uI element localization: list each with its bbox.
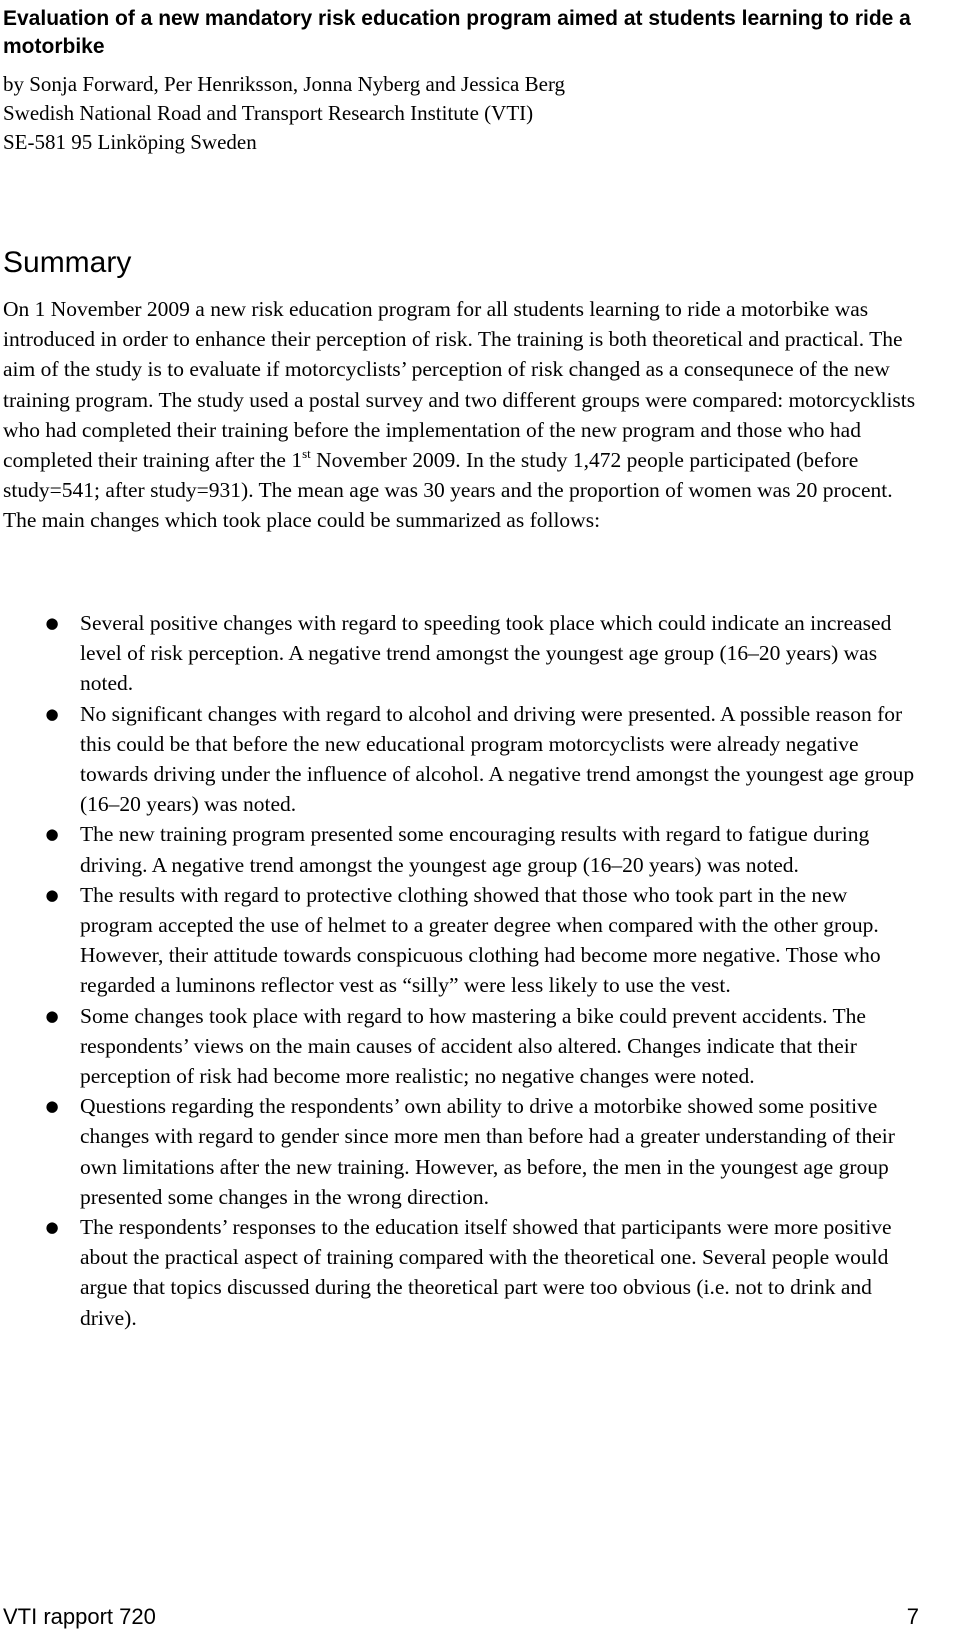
list-item-text: Some changes took place with regard to how mastering a bike could prevent accidents. The respondents’ views on the main causes of accident also altered. Changes indicate that their perception of risk had become more realistic; no negative changes were noted. [80, 1003, 866, 1089]
list-item [3, 880, 923, 1001]
list-item-text: The respondents’ responses to the education itself showed that participants were more positive about the practical aspect of training compared with the theoretical one. Several people would argue that topics discussed during the theoretical part were too obvious (i.e. not to drink and drive). [80, 1215, 892, 1330]
list-item [3, 1091, 923, 1212]
intro-text-part-1: On 1 November 2009 a new risk education program for all students learning to ride a motorbike was introduced in order to enhance their perception of risk. The training is both theoretical and practical. The aim of the study is to evaluate if motorcyclists’ perception of risk changed as a consequnece of the new training program. The study used a postal survey and two different groups were compared: motorcycklists who had completed their training before the implementation of the new program and those who had completed their training after the 1 [3, 297, 916, 473]
bullet-icon: ● [45, 704, 59, 723]
list-item [3, 608, 923, 699]
bullet-icon: ● [45, 885, 59, 904]
intro-text-part-2: November 2009. In the study 1,472 people participated (before study=541; after study=931). The mean age was 30 years and the proportion of women was 20 procent. The main changes which took place could be summarized as follows: [3, 448, 893, 533]
bullet-icon: ● [45, 614, 59, 632]
list-item-text: Several positive changes with regard to speeding took place which could indicate an increased level of risk perception. A negative trend amongst the youngest age group (16–20 years) was noted. [80, 611, 892, 696]
intro-superscript: st [302, 446, 311, 462]
list-item-text: No significant changes with regard to alcohol and driving were presented. A possible reason for this could be that before the new educational program motorcyclists were already negative towards driving under the influence of alcohol. A negative trend amongst the youngest age group (16–20 years) was noted. [80, 701, 915, 817]
bullet-icon: ● [45, 1006, 59, 1025]
list-item-text: The results with regard to protective clothing showed that those who took part in the new program accepted the use of helmet to a greater degree when compared with the other group. However, their attitude towards conspicuous clothing had become more negative. Those who regarded a luminons reflector vest as “silly” were less likely to use the vest. [80, 882, 881, 998]
bullet-icon: ● [45, 1097, 59, 1116]
findings-list [3, 608, 923, 1333]
bullet-icon: ● [45, 825, 59, 844]
document-title: Evaluation of a new mandatory risk education program aimed at students learning to ride a motorbike [3, 7, 911, 58]
author-block [3, 70, 918, 157]
report-label: VTI rapport 720 [3, 1604, 156, 1629]
summary-heading: Summary [3, 246, 132, 279]
list-item [3, 699, 923, 820]
bullet-icon: ● [45, 1218, 59, 1237]
list-item-text: The new training program presented some encouraging results with regard to fatigue during driving. A negative trend amongst the youngest age group (16–20 years) was noted. [80, 822, 870, 877]
list-item [3, 819, 923, 879]
list-item-text: Questions regarding the respondents’ own ability to drive a motorbike showed some positive changes with regard to gender since more men than before had a greater understanding of their own limitations after the new training. However, as before, the men in the youngest age group presented some changes in the wrong direction. [80, 1094, 895, 1209]
list-item [3, 1001, 923, 1092]
list-item [3, 1212, 923, 1333]
institute-name: Swedish National Road and Transport Research Institute (VTI) [3, 101, 534, 125]
page-number: 7 [906, 1604, 919, 1629]
institute-address: SE-581 95 Linköping Sweden [3, 130, 257, 154]
summary-intro-paragraph [3, 294, 918, 536]
author-names: by Sonja Forward, Per Henriksson, Jonna Nyberg and Jessica Berg [3, 72, 566, 96]
page-footer [3, 1601, 919, 1633]
